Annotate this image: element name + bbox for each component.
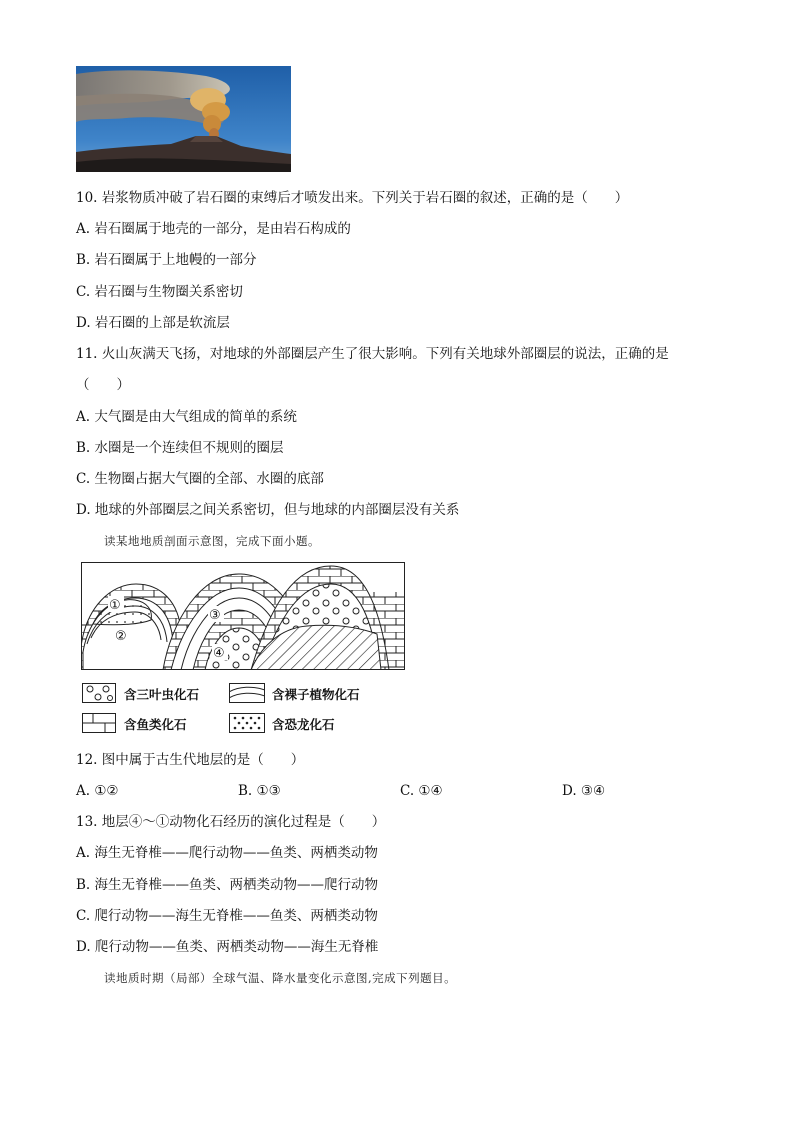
q13-option-a: A. 海生无脊椎——爬行动物——鱼类、两栖类动物 (76, 845, 378, 861)
q13-option-b: B. 海生无脊椎——鱼类、两栖类动物——爬行动物 (76, 877, 379, 893)
q11-option-c: C. 生物圈占据大气圈的全部、水圈的底部 (76, 471, 324, 487)
q10-option-b: B. 岩石圈属于上地幔的一部分 (76, 252, 257, 268)
label-3: ③ (209, 608, 221, 623)
dinosaur-pattern-icon (229, 713, 265, 733)
label-1: ① (109, 598, 121, 613)
q11-option-b: B. 水圈是一个连续但不规则的圈层 (76, 440, 284, 456)
q13-option-c: C. 爬行动物——海生无脊椎——鱼类、两栖类动物 (76, 908, 378, 924)
q10-option-a: A. 岩石圈属于地壳的一部分，是由岩石构成的 (76, 221, 351, 237)
legend-fish: 含鱼类化石 (124, 717, 187, 732)
climate-caption: 读地质时期（局部）全球气温、降水量变化示意图,完成下列题目。 (104, 971, 457, 985)
volcano-eruption-photo (76, 66, 291, 172)
q13-option-d: D. 爬行动物——鱼类、两栖类动物——海生无脊椎 (76, 939, 379, 955)
trilobite-pattern-icon (82, 683, 116, 703)
q11-stem-cont: （ ） (76, 377, 130, 393)
geologic-cross-section (81, 562, 405, 670)
legend-gymnosperm: 含裸子植物化石 (272, 687, 360, 702)
diagram-caption: 读某地地质剖面示意图，完成下面小题。 (104, 534, 320, 548)
fish-pattern-icon (82, 713, 116, 733)
q10-stem: 10. 岩浆物质冲破了岩石圈的束缚后才喷发出来。下列关于岩石圈的叙述，正确的是（ ） (76, 190, 629, 206)
q11-stem: 11. 火山灰满天飞扬，对地球的外部圈层产生了很大影响。下列有关地球外部圈层的说法，正确的是 (76, 346, 669, 362)
q11-option-a: A. 大气圈是由大气组成的简单的系统 (76, 409, 297, 425)
q13-stem: 13. 地层④～①动物化石经历的演化过程是（ ） (76, 814, 386, 830)
q12-option-a: A. ①② (76, 783, 119, 799)
q12-option-d: D. ③④ (562, 783, 606, 799)
q12-option-b: B. ①③ (238, 783, 281, 799)
legend-trilobite: 含三叶虫化石 (124, 687, 200, 702)
q11-option-d: D. 地球的外部圈层之间关系密切，但与地球的内部圈层没有关系 (76, 502, 460, 518)
label-4: ④ (213, 646, 225, 661)
legend-dinosaur: 含恐龙化石 (272, 717, 335, 732)
label-2: ② (115, 629, 127, 644)
q10-option-c: C. 岩石圈与生物圈关系密切 (76, 284, 243, 300)
q12-option-c: C. ①④ (400, 783, 443, 799)
q12-stem: 12. 图中属于古生代地层的是（ ） (76, 752, 305, 768)
gymnosperm-pattern-icon (229, 683, 265, 703)
q10-option-d: D. 岩石圈的上部是软流层 (76, 315, 230, 331)
